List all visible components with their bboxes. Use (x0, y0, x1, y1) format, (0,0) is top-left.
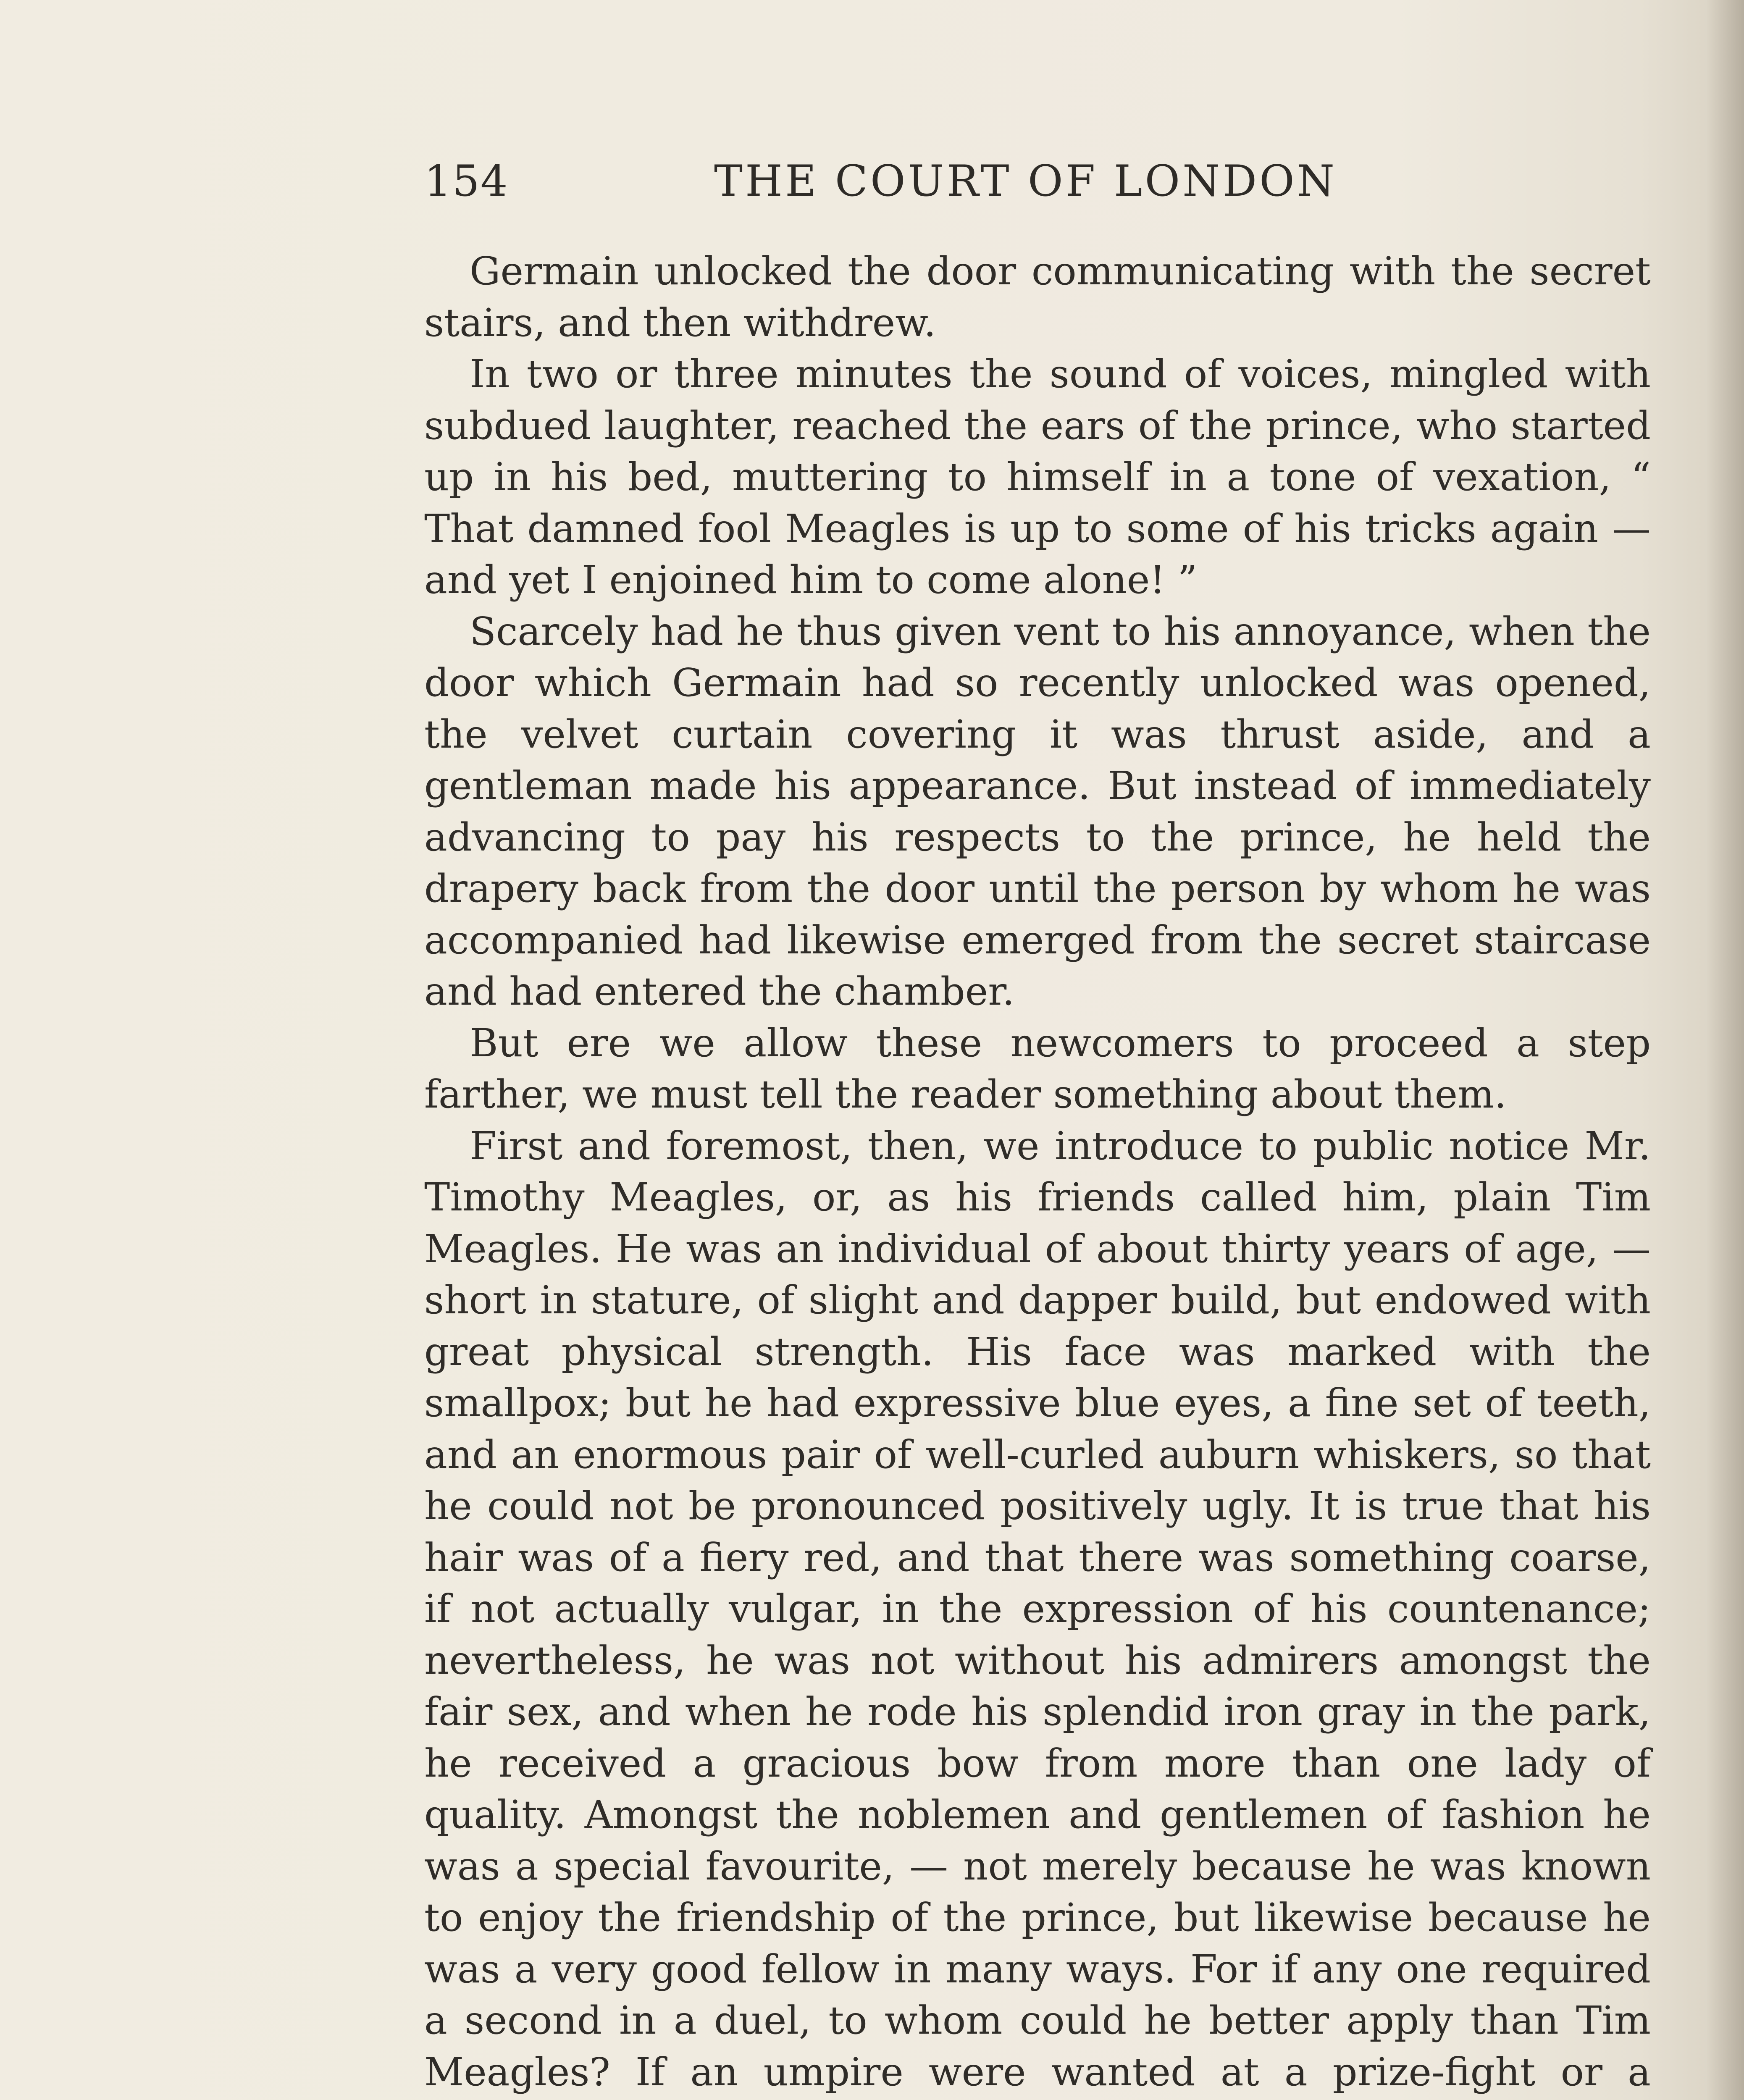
page-edge-shadow (1706, 0, 1744, 2100)
page-number: 154 (424, 156, 509, 206)
paragraph: Germain unlocked the door communicating with the secret stairs, and then withdrew. (424, 249, 1651, 345)
paragraph: First and foremost, then, we introduce to public notice Mr. Timothy Meagles, or, as his friends called him, plain Tim Meagles. He was an individual of about thirty years of age, — short in stature, of slight and dapper build, but endowed with great physical strength. His face was marked with the smallpox; but he had expressive blue eyes, a fine set of teeth, and an enormous pair of well-curled auburn whiskers, so that he could not be pronounced positively ugly. It is true that his hair was of a fiery red, and that there was something coarse, if not actually vulgar, in the expression of his countenance; nevertheless, he was not without his admirers amongst the fair sex, and when he rode his splendid iron gray in the park, he received a gracious bow from more than one lady of quality. Amongst the noblemen and gentlemen of fashion he was a special favourite, — not merely because he was known to enjoy the friendship of the prince, but likewise because he was a very good fellow in many ways. For if any one required a second in a duel, to whom could he better apply than Tim Meagles? If an umpire were wanted at a prize-fight or a (424, 1123, 1651, 2095)
paragraph: Scarcely had he thus given vent to his annoyance, when the door which Germain had so recently unlocked was opened, the velvet curtain covering it was thrust aside, and a gentleman made his appearance. But instead of immediately advancing to pay his respects to the prince, he held the drapery back from the door until the person by whom he was accompanied had likewise emerged from the secret staircase and had entered the chamber. (424, 609, 1651, 1014)
paragraph: In two or three minutes the sound of voices, mingled with subdued laughter, reached the ears of the prince, who started up in his bed, muttering to himself in a tone of vexation, “ That damned fool Meagles is up to some of his tricks again — and yet I enjoined him to come alone! ” (424, 352, 1651, 602)
running-header (424, 152, 1651, 211)
running-title: THE COURT OF LONDON (714, 156, 1337, 206)
body-text (424, 246, 1651, 2100)
paragraph: But ere we allow these newcomers to proceed a step farther, we must tell the reader something about them. (424, 1020, 1651, 1117)
